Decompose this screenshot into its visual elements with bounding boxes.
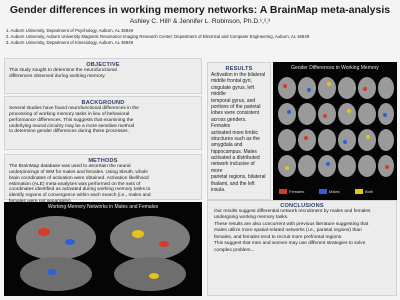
results-line: activated more limbic: [211, 129, 258, 136]
background-line: underlying neural circuitry may be a more sensitive method: [9, 123, 135, 129]
affiliation-1: 1. Auburn University, Department of Psychology, Auburn, AL 36849: [6, 28, 133, 33]
brain-figure-title: Gender Differences in Working Memory: [291, 65, 379, 71]
objective-heading: OBJECTIVE: [86, 62, 120, 68]
objective-text: [9, 68, 197, 80]
methods-line: brain coordinates of activation were obtained. Activation likelihood: [9, 175, 149, 181]
methods-line: estimation (ALE) meta-analyses was performed on the sets of: [9, 181, 141, 187]
poster-title: Gender differences in working memory networks: A BrainMap meta-analysis: [9, 4, 391, 16]
activation-blob: [323, 114, 327, 118]
brain-slice-row-1: [278, 77, 394, 99]
brain-render-image: [4, 202, 202, 296]
activation-blob: [327, 82, 331, 86]
results-line: activated a distributed: [211, 155, 260, 162]
brain-slice: [338, 77, 356, 99]
activation-blob: [326, 162, 330, 166]
background-section: [4, 96, 202, 150]
results-line: cingulate gyrus, left middle: [211, 84, 255, 98]
results-line: portions of the parietal: [211, 103, 261, 110]
activation-blob: [304, 136, 308, 140]
brain-slice: [318, 103, 336, 125]
activation-blob: [363, 87, 367, 91]
results-line: lobes were consistent: [211, 110, 260, 117]
conclusions-line: females, and females tend to recruit more prefrontal regions.: [214, 234, 343, 240]
objective-line: differences observed during working memory.: [9, 73, 106, 79]
methods-line: underpinnings of WM for males and females. Using Sleuth, whole: [9, 169, 148, 175]
brain-slice: [358, 155, 376, 177]
objective-line: This study sought to determine the neurofunctional: [9, 68, 117, 73]
background-line: to determine gender differences during these processes.: [9, 129, 129, 135]
activation-blob: [149, 273, 159, 279]
brain-slice: [338, 103, 356, 125]
brain-slice: [318, 129, 336, 151]
brain-slice-row-2: [278, 103, 394, 125]
background-line: processing of working memory tasks in lieu of behavioral: [9, 111, 130, 117]
legend-label: Both: [365, 189, 374, 194]
results-line: hippocampus. Males: [211, 148, 257, 155]
results-line: amygdala and: [211, 142, 243, 149]
objective-section: [4, 58, 202, 94]
brain-render-figure: [4, 202, 202, 296]
background-heading: BACKGROUND: [81, 100, 125, 106]
activation-blob: [132, 230, 144, 238]
results-line: thalami, and the left: [211, 180, 255, 187]
methods-heading: METHODS: [88, 158, 118, 164]
brain-slice: [358, 77, 376, 99]
brain-slice: [318, 155, 336, 177]
activation-blob: [383, 113, 387, 117]
results-line: insula.: [211, 187, 226, 194]
results-line: across genders. Females: [211, 116, 247, 130]
activation-blob: [343, 140, 347, 144]
conclusions-line: Our results suggest differential network recruitment by males and females: [214, 209, 371, 214]
activation-blob: [287, 110, 291, 114]
brain-slice: [318, 77, 336, 99]
brain-figure-legend: [279, 189, 391, 197]
poster-authors: Ashley C. Hill¹ & Jennifer L. Robinson, Ph.D.¹,²,³: [129, 18, 271, 25]
methods-section: [4, 154, 202, 200]
methods-line: The BrainMap database was used to ascertain the neural: [9, 164, 131, 169]
legend-swatch: [355, 189, 363, 194]
brain-slice: [378, 77, 394, 99]
brain-render-medial: [114, 257, 186, 291]
brain-render-lateral: [16, 216, 96, 260]
brain-render-medial: [20, 257, 92, 291]
background-line: Several studies have found neurofunctional differences in the: [9, 106, 139, 111]
conclusions-line: These results are also concurrent with previous literature suggesting that: [214, 221, 369, 227]
affiliation-3: 3. Auburn University, Department of Kinesiology, Auburn, AL 36849: [6, 40, 133, 45]
brain-slice: [358, 103, 376, 125]
brain-slice: [298, 129, 316, 151]
conclusions-line: This suggest that men and women may use different strategies to solve: [214, 241, 366, 247]
brain-slice: [338, 155, 356, 177]
activation-blob: [159, 241, 169, 247]
brain-render-title: Working Memory Networks in Males and Females: [47, 204, 159, 210]
activation-blob: [47, 269, 57, 275]
conclusions-line: undergoing working memory tasks.: [214, 215, 289, 221]
brain-slice-row-3: [278, 129, 394, 151]
background-text: [9, 106, 197, 135]
activation-blob: [366, 135, 370, 139]
affiliation-2: 2. Auburn University, Auburn University Magnetic Resonance Imaging Research Center; Department of Electrical and Computer Engineering, Auburn, AL 36849: [6, 34, 310, 39]
brain-slice: [338, 129, 356, 151]
activation-blob: [283, 84, 287, 88]
background-line: performance differences. This suggests that examining the: [9, 117, 134, 123]
legend-item-both: [355, 189, 373, 194]
results-line: structures such as the: [211, 135, 260, 142]
brain-render-lateral: [110, 216, 190, 260]
brain-slice: [378, 129, 394, 151]
conclusions-heading: CONCLUSIONS: [280, 203, 324, 209]
conclusions-line: males utilize more spatial-related networks (i.e., parietal regions) than: [214, 228, 362, 234]
brain-slice: [278, 129, 296, 151]
results-line: Activation in the bilateral: [211, 72, 266, 78]
legend-item-females: [279, 189, 304, 194]
brain-slices-figure: [273, 62, 397, 200]
brain-slice-grid: [273, 62, 397, 200]
results-heading: RESULTS: [225, 66, 253, 72]
conclusions-text: [214, 209, 390, 254]
activation-blob: [65, 239, 75, 245]
brain-slice: [358, 129, 376, 151]
results-line: temporal gyrus, and: [211, 97, 256, 104]
brain-slice: [298, 103, 316, 125]
brain-slice-row-4: [278, 155, 394, 177]
legend-swatch: [319, 189, 327, 194]
activation-blob: [385, 165, 389, 169]
brain-slice: [278, 103, 296, 125]
legend-swatch: [279, 189, 287, 194]
results-line: network inclusive of more: [211, 161, 255, 174]
results-line: parietal regions, bilateral: [211, 174, 266, 181]
legend-item-males: [319, 189, 340, 194]
conclusions-line: complex problem...: [214, 247, 255, 253]
activation-blob: [38, 228, 50, 236]
conclusions-section: [207, 200, 397, 296]
activation-blob: [285, 166, 289, 170]
brain-slice: [278, 77, 296, 99]
activation-blob: [307, 88, 311, 92]
brain-slice: [298, 77, 316, 99]
methods-text: [9, 164, 197, 205]
brain-slice: [298, 155, 316, 177]
results-line: middle frontal gyri,: [211, 78, 252, 85]
legend-label: Males: [329, 189, 340, 194]
results-section: [207, 62, 271, 200]
legend-label: Females: [289, 189, 305, 194]
methods-line: coordinates identified as activated during working memory tasks to: [9, 187, 151, 193]
methods-line: identify regions of convergence within each search (i.e., males and: [9, 193, 151, 199]
results-text: [211, 72, 267, 193]
activation-blob: [347, 109, 351, 113]
